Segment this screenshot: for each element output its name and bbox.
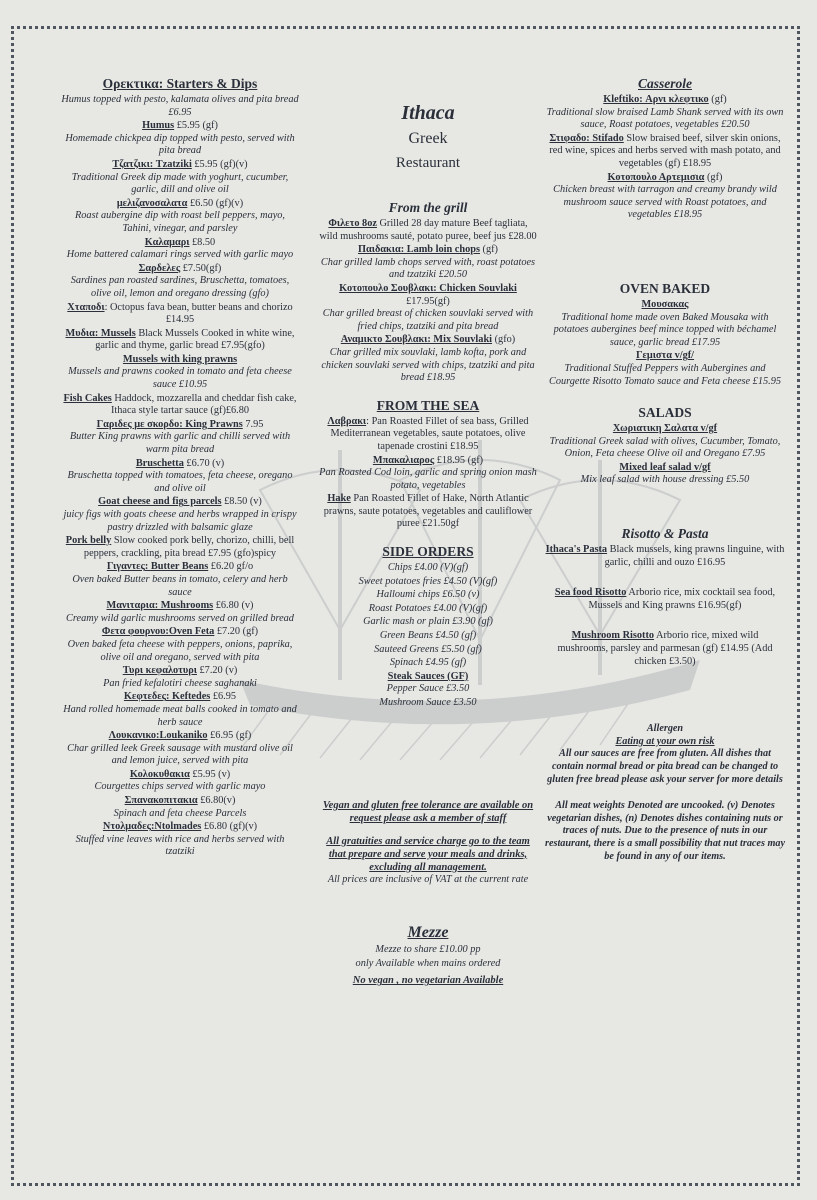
menu-item xyxy=(60,302,300,327)
mezze-notice: No vegan , no vegetarian Available xyxy=(352,975,504,987)
item-price: £6.80 (v) xyxy=(213,600,254,612)
menu-item xyxy=(318,657,538,670)
spacer xyxy=(545,389,785,397)
spacer xyxy=(318,386,538,394)
menu-item xyxy=(60,730,300,768)
item-price: 7.95 xyxy=(242,418,264,430)
item-description: Home battered calamari rings served with garlic mayo xyxy=(66,249,294,261)
item-description: Pan fried kefalotiri cheese saghanaki xyxy=(103,677,257,689)
item-description: Char grilled leek Greek sausage with mustard olive oil and lemon juice, served with pita xyxy=(67,742,293,767)
item-title: Γαριδες με σκορδο: King Prawns xyxy=(96,418,243,430)
menu-item xyxy=(60,691,300,729)
notice-text: All gratuities and service charge go to the team that prepare and serve your meals and drinks, excluding all management. xyxy=(326,835,530,873)
item-title: Τυρι κεφαλοτυρι xyxy=(122,665,197,677)
item-description: Traditional Greek salad with olives, Cucumber, Tomato, Onion, Feta cheese Olive oil and Oregano £7.95 xyxy=(549,435,781,460)
item-description: Mussels and prawns cooked in tomato and feta cheese sauce £10.95 xyxy=(68,366,292,391)
menu-item xyxy=(545,462,785,487)
menu-item xyxy=(60,159,300,197)
menu-item xyxy=(545,94,785,132)
spacer xyxy=(318,711,538,719)
spacer xyxy=(318,532,538,540)
item-title: Κοτοπουλο Σουβλακι: Chicken Souvlaki xyxy=(339,282,517,294)
item-title: Κεφτεδες: Keftedes xyxy=(123,691,211,703)
spacer xyxy=(545,223,785,231)
item-description: only Available when mains ordered xyxy=(355,957,501,969)
item-title: Παιδακια: Lamb loin chops xyxy=(358,244,480,256)
item-price: £6.95 xyxy=(210,691,237,703)
item-title: Σαρδελες xyxy=(138,262,181,274)
restaurant-subtitle-2: Restaurant xyxy=(395,155,461,171)
spacer xyxy=(318,886,538,894)
item-description: Halloumi chips £6.50 (v) xyxy=(376,589,480,601)
item-price: Slow cooked pork belly, chorizo, chilli, bell peppers, crackling, pita bread £7.95 (gfo)spicy xyxy=(83,535,295,559)
item-description: Spinach £4.95 (gf) xyxy=(389,657,467,669)
spacer xyxy=(545,669,785,677)
item-title: Fish Cakes xyxy=(63,392,112,404)
menu-item xyxy=(318,416,538,454)
item-price: £7.20 (v) xyxy=(196,665,238,677)
item-price: £8.50 (v) xyxy=(221,496,262,508)
item-description: Traditional home made oven Baked Mousaka with potatoes aubergines beef mince topped with béchamel sauce, garlic bread £17.95 xyxy=(553,311,777,348)
menu-item xyxy=(318,218,538,243)
item-price: Pan Roasted Fillet of Hake, North Atlantic prawns, saute potatoes, vegetables and cauliflower puree £21.50gf xyxy=(323,493,533,530)
restaurant-subtitle-1: Greek xyxy=(408,130,448,147)
section-title: FROM THE SEA xyxy=(376,397,480,413)
item-title: Mixed leaf salad v/gf xyxy=(619,461,711,473)
item-title: Bruschetta xyxy=(135,457,184,469)
menu-item xyxy=(318,671,538,696)
item-price: Arborio rice, mix cocktail sea food, Mussels and King prawns £16.95(gf) xyxy=(588,587,776,611)
item-title: Γεμιστα v/gf/ xyxy=(635,350,695,362)
menu-item xyxy=(318,603,538,616)
menu-item xyxy=(60,419,300,457)
menu-item xyxy=(318,283,538,333)
menu-item xyxy=(545,299,785,349)
menu-item xyxy=(60,263,300,301)
item-description: Humus topped with pesto, kalamata olives and pita bread £6.95 xyxy=(61,94,299,118)
item-price: £7.50(gf) xyxy=(180,262,222,274)
menu-item xyxy=(60,328,300,353)
menu-item xyxy=(318,616,538,629)
item-description: Traditional slow braised Lamb Shank served with its own sauce, Roast potatoes, vegetables £20.50 xyxy=(546,106,784,131)
item-title: Καλαμαρι xyxy=(144,236,190,248)
item-description: Char grilled breast of chicken souvlaki served with fried chips, tzatziki and pita bread xyxy=(322,308,534,332)
spacer xyxy=(318,987,538,995)
left-column xyxy=(60,72,300,860)
allergen-sub: Eating at your own risk xyxy=(615,735,715,747)
menu-item xyxy=(60,237,300,262)
menu-item xyxy=(318,334,538,384)
right-column xyxy=(545,72,785,871)
menu-item xyxy=(60,120,300,158)
item-description: Traditional Greek dip made with yoghurt, cucumber, garlic, dill and olive oil xyxy=(71,171,289,196)
allergen-text-2: All meat weights Denoted are uncooked. (v) Denotes vegetarian dishes, (n) Denotes dishes containing nuts or traces of nuts. Due to the presence of nuts in our restaurant, there is a small possibility that nut traces may be found in any of our items. xyxy=(545,800,786,862)
item-price: £7.20 (gf) xyxy=(214,626,259,638)
section-title: Mezze xyxy=(407,924,449,942)
item-description: Sweet potatoes fries £4.50 (V)(gf) xyxy=(358,575,498,587)
allergen-block xyxy=(545,723,785,863)
menu-item xyxy=(60,198,300,236)
item-price: : Octopus fava bean, butter beans and chorizo £14.95 xyxy=(104,301,293,326)
item-description: Mushroom Sauce £3.50 xyxy=(379,697,477,708)
menu-item xyxy=(60,821,300,859)
item-title: Κολοκυθακια xyxy=(129,768,190,780)
item-price: Black Mussels Cooked in white wine, garlic and thyme, garlic bread £7.95(gfo) xyxy=(95,327,295,352)
item-description: Butter King prawns with garlic and chilli served with warm pita bread xyxy=(69,431,291,456)
item-price: Arborio rice, mixed wild mushrooms, parsley and parmesan (gf) £14.95 (Add chicken £3.50) xyxy=(557,630,773,667)
item-description: Oven baked Butter beans in tomato, celery and herb sauce xyxy=(72,573,288,598)
item-price: Slow braised beef, silver skin onions, red wine, spices and herbs served with mash potato, and vegetables (gf) £18.95 xyxy=(549,132,781,169)
item-title: Φετα φουρνου:Oven Feta xyxy=(101,626,215,638)
item-title: Ντολμαδες:Ntolmades xyxy=(102,821,202,833)
item-price: £18.95 (gf) xyxy=(434,454,484,466)
item-price: (gf) xyxy=(479,244,498,256)
menu-item xyxy=(318,630,538,643)
spacer xyxy=(545,863,785,871)
item-description: Creamy wild garlic mushrooms served on grilled bread xyxy=(66,612,294,624)
notice-text: Vegan and gluten free tolerance are available on request please ask a member of staff xyxy=(322,799,534,824)
menu-item xyxy=(60,496,300,534)
item-description: Homemade chickpea dip topped with pesto, served with pita bread xyxy=(65,132,295,157)
item-description: Chicken breast with tarragon and creamy brandy wild mushroom sauce served with Roast potatoes, and vegetables £18.95 xyxy=(553,184,777,221)
item-price: Haddock, mozzarella and cheddar fish cake, Ithaca style tartar sauce (gf)£6.80 xyxy=(110,392,297,417)
item-price: £5.95 (gf)(v) xyxy=(191,158,248,170)
item-title: Μπακαλιαρος xyxy=(372,454,435,466)
item-description: Roast Potatoes £4.00 (V)(gf) xyxy=(368,602,488,614)
item-title: Σπανακοπιτακια xyxy=(124,795,198,807)
section-title: OVEN BAKED xyxy=(619,280,711,296)
item-price: £6.20 gf/o xyxy=(208,561,254,573)
item-description: Oven baked feta cheese with peppers, onions, paprika, olive oil and oregano, served with pita xyxy=(67,638,293,663)
item-description: Garlic mash or plain £3.90 (gf) xyxy=(363,616,493,628)
menu-item xyxy=(545,133,785,171)
item-price: £6.80 (gf)(v) xyxy=(201,821,258,833)
item-title: Μανιταρια: Mushrooms xyxy=(106,600,214,612)
item-title: Mushroom Risotto xyxy=(571,630,655,642)
menu-item xyxy=(318,944,538,957)
menu-item xyxy=(60,393,300,418)
item-price: £6.50 (gf)(v) xyxy=(187,197,244,209)
item-title: Sea food Risotto xyxy=(554,587,627,599)
item-price: : Pan Roasted Fillet of sea bass, Grilled Mediterranean vegetables, saute potatoes, olive tapenade crostini £18.95 xyxy=(330,415,529,452)
menu-item xyxy=(318,244,538,282)
item-description: Green Beans £4.50 (gf) xyxy=(379,630,477,642)
item-description: Sauteed Greens £5.50 (gf) xyxy=(374,643,482,655)
menu-item xyxy=(545,544,785,569)
item-price: £6.70 (v) xyxy=(183,457,225,469)
section-title: From the grill xyxy=(388,200,468,215)
menu-item xyxy=(545,630,785,668)
menu-item xyxy=(318,644,538,657)
middle-column xyxy=(318,100,538,995)
menu-item xyxy=(318,958,538,971)
item-price: (gf) xyxy=(704,171,723,183)
menu-item xyxy=(60,561,300,599)
item-description: Char grilled lamb chops served with, roast potatoes and tzatziki £20.50 xyxy=(320,256,536,281)
menu-item xyxy=(318,589,538,602)
item-price: Grilled 28 day mature Beef tagliata, wild mushrooms sauté, potato puree, beef jus £28.00 xyxy=(319,218,537,242)
item-title: Ithaca's Pasta xyxy=(545,544,608,556)
menu-item xyxy=(60,458,300,496)
item-title: Αναμικτο Σουβλακι: Mix Souvlaki xyxy=(340,334,493,346)
menu-item xyxy=(60,535,300,560)
item-price: £17.95(gf) xyxy=(406,295,450,307)
item-description: Mix leaf salad with house dressing £5.50 xyxy=(580,474,750,486)
section-title: Risotto & Pasta xyxy=(621,526,709,542)
item-title: Kleftiko: Αρνι κλεφτικο xyxy=(603,94,709,105)
item-price: £5.95 (v) xyxy=(189,768,231,780)
item-price: (gf) xyxy=(708,94,727,105)
menu-item xyxy=(545,172,785,222)
menu-item xyxy=(318,493,538,531)
section-title: Casserole xyxy=(638,76,692,91)
item-title: Goat cheese and figs parcels xyxy=(98,496,222,508)
item-title: Humus xyxy=(142,120,175,132)
allergen-heading: Allergen xyxy=(646,723,684,735)
item-price: £6.80(v) xyxy=(197,795,236,807)
menu-item xyxy=(60,665,300,690)
section-title: SIDE ORDERS xyxy=(382,544,474,560)
item-title: Pork belly xyxy=(65,535,112,547)
item-description: Sardines pan roasted sardines, Bruschetta, tomatoes, olive oil, lemon and oregano dressing (gfo) xyxy=(70,275,290,299)
menu-item xyxy=(318,697,538,710)
item-title: Κοτοπουλο Αρτεμισια xyxy=(607,171,705,183)
item-description: Char grilled mix souvlaki, lamb kofta, pork and chicken souvlaki served with chips, tzatziki and pita bread £18.95 xyxy=(321,346,535,384)
item-description: Bruschetta topped with tomatoes, feta cheese, oregano and olive oil xyxy=(67,470,293,494)
menu-item xyxy=(60,600,300,625)
item-title: Χταποδι xyxy=(67,301,105,313)
item-price: £8.50 xyxy=(189,236,216,248)
item-price: Black mussels, king prawns linguine, with garlic, chilli and ouzo £16.95 xyxy=(604,544,785,568)
item-description: Mezze to share £10.00 pp xyxy=(375,944,481,956)
item-title: Χωριατικη Σαλατα v/gf xyxy=(612,423,718,435)
item-title: Μυδια: Mussels xyxy=(65,327,136,339)
menu-item xyxy=(60,795,300,820)
spacer xyxy=(545,488,785,496)
item-description: Spinach and feta cheese Parcels xyxy=(113,807,247,819)
menu-item xyxy=(60,626,300,664)
item-description: Traditional Stuffed Peppers with Aubergines and Courgette Risotto Tomato sauce and Feta cheese £15.95 xyxy=(548,362,782,387)
menu-item xyxy=(60,769,300,794)
item-price: £6.95 (gf) xyxy=(207,730,252,742)
item-description: Chips £4.00 (V)(gf) xyxy=(387,562,469,574)
restaurant-name: Ithaca xyxy=(401,102,455,124)
item-title: Μουσακας xyxy=(641,298,689,310)
menu-item xyxy=(318,562,538,575)
menu-item xyxy=(545,350,785,388)
item-description: Pan Roasted Cod loin, garlic and spring onion mash potato, vegetables xyxy=(319,467,537,491)
menu-item xyxy=(318,576,538,589)
vat-note: All prices are inclusive of VAT at the current rate xyxy=(327,873,529,885)
item-price: (gfo) xyxy=(492,334,516,346)
item-description: Hand rolled homemade meat balls cooked in tomato and herb sauce xyxy=(63,703,297,728)
item-title: Στιφαδο: Stifado xyxy=(549,132,624,144)
item-title: Mussels with king prawns xyxy=(122,353,238,365)
item-title: Λουκανικο:Loukaniko xyxy=(108,730,208,742)
item-title: Steak Sauces (GF) xyxy=(387,670,469,682)
allergen-text-1: All our sauces are free from gluten. All dishes that contain normal bread or pita bread can be changed to gluten free bread please ask your server for more details xyxy=(547,748,783,785)
menu-item xyxy=(60,94,300,119)
item-description: Courgettes chips served with garlic mayo xyxy=(94,781,266,793)
item-description: Stuffed vine leaves with rice and herbs served with tzatziki xyxy=(75,833,285,858)
item-title: Λαβρακι xyxy=(327,415,367,427)
section-title-starters: Ορεκτικα: Starters & Dips xyxy=(102,76,258,91)
item-description: Pepper Sauce £3.50 xyxy=(386,683,470,695)
item-title: Τζατζικι: Tzatziki xyxy=(112,158,192,170)
menu-item xyxy=(60,354,300,392)
item-description: juicy figs with goats cheese and herbs wrapped in crispy pastry drizzled with balsamic glaze xyxy=(63,509,297,533)
section-title: SALADS xyxy=(638,405,692,421)
item-title: Φιλετο 8oz xyxy=(328,218,377,229)
menu-item xyxy=(545,587,785,612)
menu-item xyxy=(318,455,538,493)
item-title: Γιγαντες: Butter Beans xyxy=(106,561,209,573)
item-title: Hake xyxy=(327,493,351,505)
item-title: μελιζανοσαλατα xyxy=(116,197,188,209)
item-description: Roast aubergine dip with roast bell peppers, mayo, Tahini, vinegar, and parsley xyxy=(74,210,286,234)
menu-item xyxy=(545,423,785,461)
item-price: £5.95 (gf) xyxy=(174,120,218,132)
